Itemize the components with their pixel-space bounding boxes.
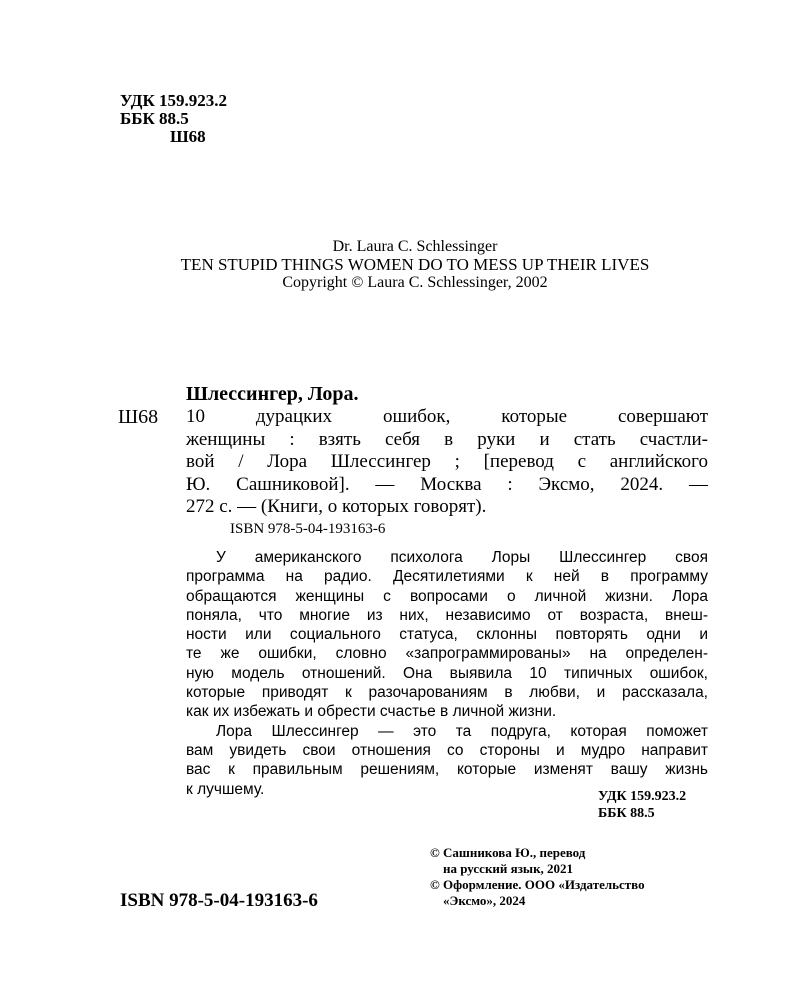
- bibliographic-record: [186, 383, 708, 519]
- annotation-line: программа на радио. Десятилетиями к ней в программу: [186, 568, 708, 586]
- annotation-line: поняла, что многие из них, независимо от возраста, внеш-: [186, 606, 708, 624]
- bibliographic-line: Ю. Сашниковой]. — Москва : Эксмо, 2024. —: [186, 473, 708, 495]
- annotation-line: к лучшему.: [186, 780, 265, 798]
- udk-code-right: УДК 159.923.2: [598, 789, 687, 804]
- annotation-line: как их избежать и обрести счастье в личной жизни.: [186, 703, 557, 721]
- bibliographic-line: 272 с. — (Книги, о которых говорят).: [186, 496, 487, 517]
- design-copyright: © Оформление. ООО «Издательство: [430, 877, 645, 892]
- bbk-code-right: ББК 88.5: [598, 806, 655, 821]
- author-mark: Ш68: [170, 127, 206, 146]
- original-title: TEN STUPID THINGS WOMEN DO TO MESS UP THEIR LIVES: [180, 255, 650, 274]
- annotation-line: обращаются женщины с вопросами о личной жизни. Лора: [186, 587, 708, 605]
- bibliographic-description: [186, 406, 708, 519]
- copyright-notices: [430, 845, 645, 909]
- isbn-bottom: ISBN 978-5-04-193163-6: [120, 890, 318, 911]
- annotation-line: ную модель отношений. Она выявила 10 типичных ошибок,: [186, 664, 708, 682]
- annotation-line: которые приводят к разочарованиям в любви, и рассказала,: [186, 684, 708, 702]
- bibliographic-line: вой / Лора Шлессингер ; [перевод с английского: [186, 451, 708, 472]
- original-title-block: [100, 238, 730, 292]
- bibliographic-line: женщины : взять себя в руки и стать счастли-: [186, 428, 708, 450]
- bibliographic-code: Ш68: [118, 406, 159, 428]
- bibliographic-line: 10 дурацких ошибок, которые совершают: [186, 406, 708, 427]
- annotation-line: ности или социального статуса, склонны повторять одни и: [186, 626, 708, 644]
- annotation-line: вас к правильным решениям, которые изменят вашу жизнь: [186, 761, 708, 779]
- translation-copyright: © Сашникова Ю., перевод: [430, 845, 586, 860]
- isbn-inline: ISBN 978-5-04-193163-6: [230, 521, 386, 537]
- annotation-line: У американского психолога Лоры Шлессингер своя: [216, 549, 708, 566]
- classification-block: [120, 92, 227, 146]
- annotation: [186, 548, 708, 799]
- annotation-line: вам увидеть свои отношения со стороны и мудро направит: [186, 741, 708, 759]
- annotation-line: те же ошибки, словно «запрограммированы» на определен-: [186, 645, 708, 663]
- design-copyright-cont: «Эксмо», 2024: [443, 893, 526, 908]
- annotation-line: Лора Шлессингер — это та подруга, которая поможет: [216, 722, 708, 740]
- bbk-code: ББК 88.5: [120, 109, 189, 128]
- classification-right: [598, 788, 686, 822]
- original-copyright: Copyright © Laura C. Schlessinger, 2002: [282, 274, 548, 291]
- author-heading: Шлессингер, Лора.: [186, 383, 359, 405]
- original-author: Dr. Laura C. Schlessinger: [332, 238, 498, 255]
- udk-code: УДК 159.923.2: [120, 91, 228, 110]
- translation-copyright-cont: на русский язык, 2021: [443, 861, 574, 876]
